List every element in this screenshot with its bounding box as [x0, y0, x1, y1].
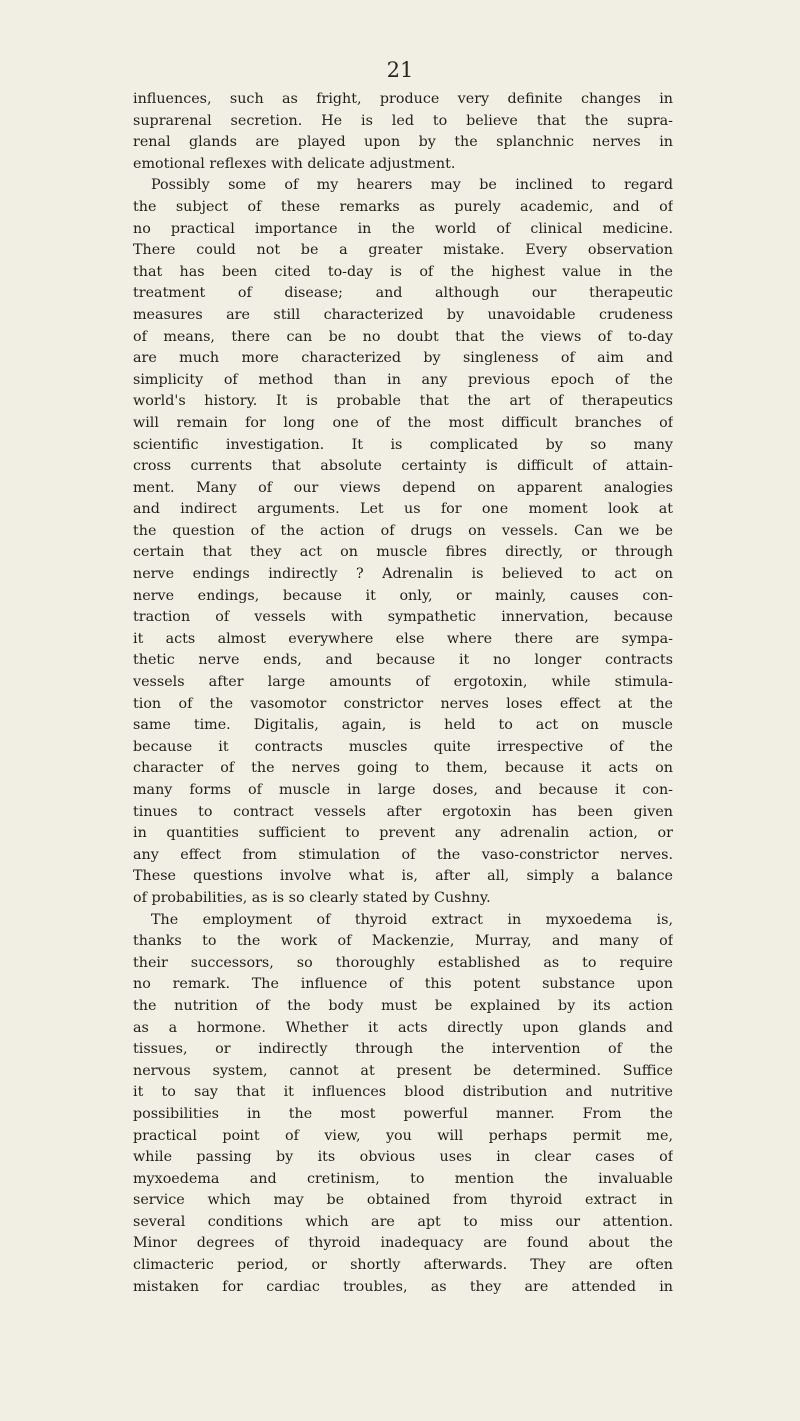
- text-line: of means, there can be no doubt that the views of to-day: [133, 328, 673, 345]
- text-line: and indirect arguments. Let us for one moment look at: [133, 501, 673, 518]
- text-line: the question of the action of drugs on vessels. Can we be: [133, 522, 673, 539]
- text-line: These questions involve what is, after all, simply a balance: [133, 868, 673, 885]
- text-line: many forms of muscle in large doses, and because it con-: [133, 782, 673, 798]
- text-line: climacteric period, or shortly afterwards. They are often: [133, 1257, 673, 1274]
- text-line: tissues, or indirectly through the intervention of the: [133, 1041, 673, 1058]
- text-line: nerve endings, because it only, or mainly, causes con-: [133, 587, 673, 604]
- page-number: 21: [386, 58, 414, 82]
- text-line: thetic nerve ends, and because it no longer contracts: [133, 652, 673, 669]
- text-line: several conditions which are apt to miss our attention.: [133, 1213, 673, 1230]
- text-line: simplicity of method than in any previous epoch of the: [133, 371, 673, 388]
- text-line: it acts almost everywhere else where there are sympa-: [133, 630, 673, 647]
- text-line: nerve endings indirectly ? Adrenalin is believed to act on: [133, 566, 673, 583]
- text-line: ment. Many of our views depend on apparent analogies: [133, 479, 673, 496]
- text-line: certain that they act on muscle fibres directly, or through: [133, 544, 673, 561]
- text-line: measures are still characterized by unavoidable crudeness: [133, 306, 673, 323]
- text-line: will remain for long one of the most difficult branches of: [133, 414, 673, 431]
- text-line: it to say that it influences blood distribution and nutritive: [133, 1084, 673, 1101]
- text-line: service which may be obtained from thyroid extract in: [133, 1192, 673, 1209]
- text-line: no practical importance in the world of clinical medicine.: [133, 220, 673, 237]
- text-line: are much more characterized by singleness of aim and: [133, 350, 673, 367]
- text-line: character of the nerves going to them, because it acts on: [133, 760, 673, 777]
- text-line: practical point of view, you will perhaps permit me,: [133, 1127, 673, 1144]
- text-line: possibilities in the most powerful manner. From the: [133, 1105, 673, 1122]
- text-line: tinues to contract vessels after ergotoxin has been given: [133, 803, 673, 820]
- text-line: renal glands are played upon by the splanchnic nerves in: [133, 134, 673, 151]
- text-line: scientific investigation. It is complicated by so many: [133, 436, 673, 453]
- text-line: cross currents that absolute certainty is difficult of attain-: [133, 458, 673, 475]
- text-line: world's history. It is probable that the art of therapeutics: [133, 393, 673, 410]
- text-line: thanks to the work of Mackenzie, Murray, and many of: [133, 933, 673, 950]
- text-line: suprarenal secretion. He is led to believe that the supra-: [133, 112, 673, 129]
- text-line: influences, such as fright, produce very definite changes in: [133, 91, 673, 107]
- text-line: tion of the vasomotor constrictor nerves loses effect at the: [133, 695, 673, 712]
- text-line: while passing by its obvious uses in clear cases of: [133, 1149, 673, 1166]
- text-line: any effect from stimulation of the vaso-constrictor nerves.: [133, 846, 673, 863]
- text-line: because it contracts muscles quite irrespective of the: [133, 738, 673, 755]
- text-line: Minor degrees of thyroid inadequacy are found about the: [133, 1235, 673, 1252]
- text-line: of probabilities, as is so clearly stated by Cushny.: [133, 889, 491, 906]
- text-line: that has been cited to-day is of the highest value in the: [133, 263, 673, 280]
- text-line: their successors, so thoroughly established as to require: [133, 954, 673, 971]
- text-line: vessels after large amounts of ergotoxin, while stimula-: [133, 674, 673, 691]
- text-line: as a hormone. Whether it acts directly upon glands and: [133, 1019, 673, 1036]
- body-text: [133, 89, 673, 1298]
- text-line: There could not be a greater mistake. Every observation: [133, 242, 673, 259]
- text-line: the nutrition of the body must be explained by its action: [133, 997, 673, 1014]
- text-line: traction of vessels with sympathetic innervation, because: [133, 609, 673, 626]
- text-line: treatment of disease; and although our therapeutic: [133, 285, 673, 302]
- text-line: The employment of thyroid extract in myxoedema is,: [151, 911, 673, 928]
- text-line: myxoedema and cretinism, to mention the invaluable: [133, 1170, 673, 1187]
- text-line: emotional reflexes with delicate adjustment.: [133, 155, 456, 172]
- text-line: nervous system, cannot at present be determined. Suffice: [133, 1062, 673, 1079]
- text-line: Possibly some of my hearers may be inclined to regard: [151, 177, 673, 194]
- text-line: the subject of these remarks as purely academic, and of: [133, 198, 673, 215]
- text-line: in quantities sufficient to prevent any adrenalin action, or: [133, 825, 673, 842]
- text-line: same time. Digitalis, again, is held to act on muscle: [133, 717, 673, 734]
- text-line: mistaken for cardiac troubles, as they are attended in: [133, 1278, 673, 1295]
- text-line: no remark. The influence of this potent substance upon: [133, 976, 673, 993]
